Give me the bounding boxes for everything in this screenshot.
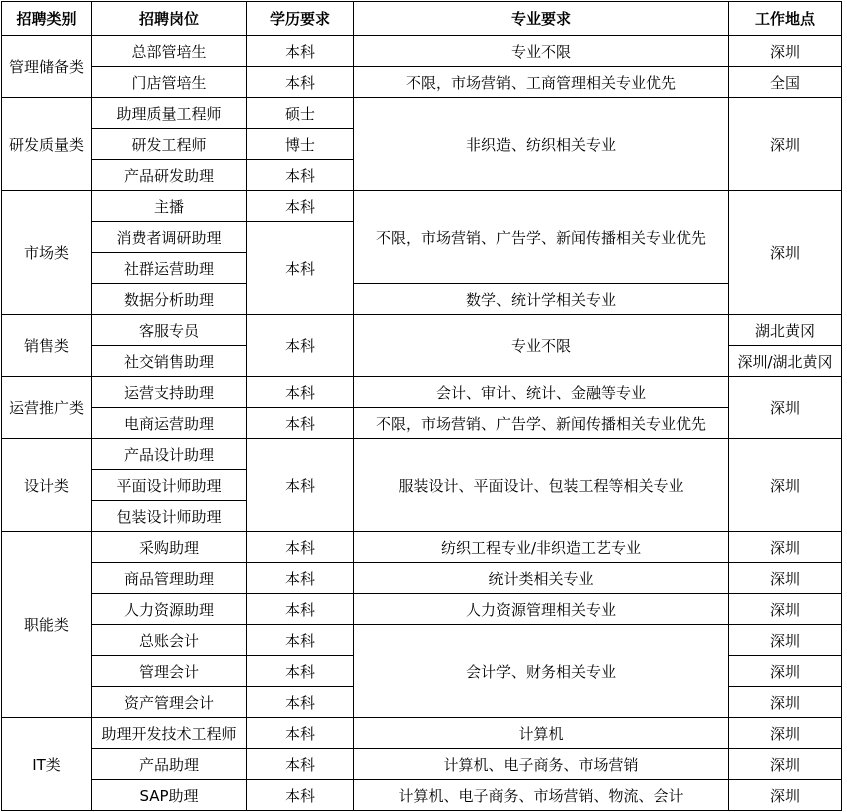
major-cell: 不限，市场营销、工商管理相关专业优先 [354, 67, 729, 98]
position-cell: 产品设计助理 [92, 439, 247, 470]
table-row [2, 36, 842, 67]
table-row [2, 98, 842, 129]
education-cell: 本科 [247, 656, 354, 687]
position-cell: 门店管培生 [92, 67, 247, 98]
position-cell: SAP助理 [92, 780, 247, 811]
major-cell: 会计学、财务相关专业 [354, 625, 729, 718]
header-position: 招聘岗位 [92, 2, 247, 36]
category-cell: 设计类 [2, 439, 92, 532]
table-row [2, 749, 842, 780]
location-cell: 深圳 [729, 594, 842, 625]
major-cell: 不限，市场营销、广告学、新闻传播相关专业优先 [354, 408, 729, 439]
major-cell: 专业不限 [354, 315, 729, 377]
location-cell: 深圳 [729, 780, 842, 811]
location-cell: 深圳 [729, 656, 842, 687]
major-cell: 计算机 [354, 718, 729, 749]
education-cell: 本科 [247, 594, 354, 625]
location-cell: 深圳 [729, 377, 842, 439]
education-cell: 本科 [247, 749, 354, 780]
position-cell: 包装设计师助理 [92, 501, 247, 532]
education-cell: 硕士 [247, 98, 354, 129]
location-cell: 全国 [729, 67, 842, 98]
location-cell: 深圳 [729, 749, 842, 780]
location-cell: 深圳/湖北黄冈 [729, 346, 842, 377]
position-cell: 平面设计师助理 [92, 470, 247, 501]
education-cell: 本科 [247, 439, 354, 532]
position-cell: 采购助理 [92, 532, 247, 563]
major-cell: 会计、审计、统计、金融等专业 [354, 377, 729, 408]
location-cell: 深圳 [729, 563, 842, 594]
position-cell: 主播 [92, 191, 247, 222]
header-location: 工作地点 [729, 2, 842, 36]
location-cell: 深圳 [729, 36, 842, 67]
position-cell: 助理开发技术工程师 [92, 718, 247, 749]
position-cell: 助理质量工程师 [92, 98, 247, 129]
table-row [2, 718, 842, 749]
header-category: 招聘类别 [2, 2, 92, 36]
education-cell: 本科 [247, 532, 354, 563]
location-cell: 深圳 [729, 687, 842, 718]
major-cell: 统计类相关专业 [354, 563, 729, 594]
major-cell: 计算机、电子商务、市场营销 [354, 749, 729, 780]
table-row [2, 191, 842, 222]
education-cell: 本科 [247, 563, 354, 594]
header-row [2, 2, 842, 36]
category-cell: 职能类 [2, 532, 92, 718]
major-cell: 人力资源管理相关专业 [354, 594, 729, 625]
position-cell: 产品助理 [92, 749, 247, 780]
location-cell: 深圳 [729, 718, 842, 749]
position-cell: 消费者调研助理 [92, 222, 247, 253]
table-row [2, 780, 842, 811]
education-cell: 本科 [247, 718, 354, 749]
education-cell: 本科 [247, 36, 354, 67]
category-cell: IT类 [2, 718, 92, 811]
education-cell: 本科 [247, 625, 354, 656]
position-cell: 运营支持助理 [92, 377, 247, 408]
location-cell: 深圳 [729, 98, 842, 191]
position-cell: 社交销售助理 [92, 346, 247, 377]
position-cell: 管理会计 [92, 656, 247, 687]
recruitment-table [1, 1, 842, 811]
education-cell: 本科 [247, 408, 354, 439]
major-cell: 数学、统计学相关专业 [354, 284, 729, 315]
location-cell: 湖北黄冈 [729, 315, 842, 346]
table-row [2, 377, 842, 408]
education-cell: 本科 [247, 67, 354, 98]
position-cell: 研发工程师 [92, 129, 247, 160]
major-cell: 纺织工程专业/非织造工艺专业 [354, 532, 729, 563]
category-cell: 销售类 [2, 315, 92, 377]
position-cell: 社群运营助理 [92, 253, 247, 284]
table-row [2, 315, 842, 346]
category-cell: 运营推广类 [2, 377, 92, 439]
position-cell: 数据分析助理 [92, 284, 247, 315]
education-cell: 本科 [247, 191, 354, 222]
education-cell: 本科 [247, 160, 354, 191]
position-cell: 总部管培生 [92, 36, 247, 67]
major-cell: 计算机、电子商务、市场营销、物流、会计 [354, 780, 729, 811]
table-row [2, 594, 842, 625]
education-cell: 本科 [247, 780, 354, 811]
position-cell: 商品管理助理 [92, 563, 247, 594]
category-cell: 管理储备类 [2, 36, 92, 98]
education-cell: 本科 [247, 687, 354, 718]
major-cell: 非织造、纺织相关专业 [354, 98, 729, 191]
table-row [2, 563, 842, 594]
table-row [2, 408, 842, 439]
location-cell: 深圳 [729, 191, 842, 315]
major-cell: 专业不限 [354, 36, 729, 67]
table-row [2, 625, 842, 656]
table-row [2, 284, 842, 315]
position-cell: 客服专员 [92, 315, 247, 346]
location-cell: 深圳 [729, 625, 842, 656]
position-cell: 资产管理会计 [92, 687, 247, 718]
major-cell: 不限，市场营销、广告学、新闻传播相关专业优先 [354, 191, 729, 284]
category-cell: 研发质量类 [2, 98, 92, 191]
education-cell: 本科 [247, 315, 354, 377]
position-cell: 总账会计 [92, 625, 247, 656]
position-cell: 产品研发助理 [92, 160, 247, 191]
major-cell: 服装设计、平面设计、包装工程等相关专业 [354, 439, 729, 532]
location-cell: 深圳 [729, 439, 842, 532]
education-cell: 本科 [247, 377, 354, 408]
header-major: 专业要求 [354, 2, 729, 36]
education-cell: 本科 [247, 222, 354, 315]
location-cell: 深圳 [729, 532, 842, 563]
table-row [2, 439, 842, 470]
education-cell: 博士 [247, 129, 354, 160]
position-cell: 人力资源助理 [92, 594, 247, 625]
category-cell: 市场类 [2, 191, 92, 315]
header-education: 学历要求 [247, 2, 354, 36]
table-row [2, 67, 842, 98]
table-row [2, 532, 842, 563]
position-cell: 电商运营助理 [92, 408, 247, 439]
